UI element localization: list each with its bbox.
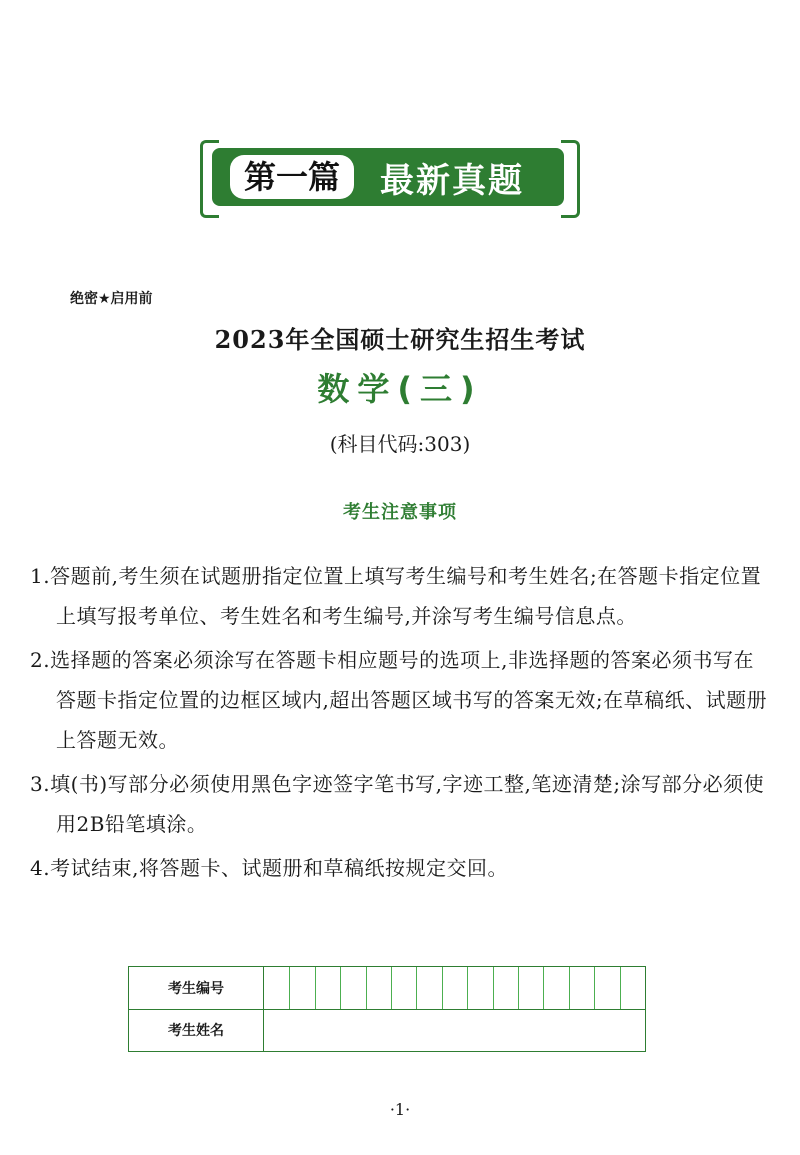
notice-list [30,556,770,892]
number-box[interactable] [544,967,569,1009]
number-box[interactable] [290,967,315,1009]
candidate-number-row [129,967,645,1010]
notice-heading: 考生注意事项 [343,502,457,523]
number-box[interactable] [341,967,366,1009]
notice-item-1: 1.答题前,考生须在试题册指定位置上填写考生编号和考生姓名;在答题卡指定位置上填写报考单位、考生姓名和考生编号,并涂写考生编号信息点。 [30,564,762,628]
number-box[interactable] [316,967,341,1009]
candidate-name-label: 考生姓名 [129,1009,264,1051]
page-number: ·1· [389,1100,411,1119]
candidate-number-label: 考生编号 [129,967,264,1009]
candidate-info-table [128,966,646,1052]
number-box[interactable] [595,967,620,1009]
candidate-name-row [129,1009,645,1051]
exam-title: 2023年全国硕士研究生招生考试 [214,325,586,354]
subject-title: 数学(三) [317,370,483,408]
banner-body [212,148,564,206]
notice-item-4: 4.考试结束,将答题卡、试题册和草稿纸按规定交回。 [30,856,508,880]
candidate-number-boxes[interactable] [265,967,645,1009]
banner-title: 最新真题 [380,160,525,201]
banner-part-label: 第一篇 [230,155,354,199]
candidate-name-field[interactable] [265,1009,645,1051]
number-box[interactable] [570,967,595,1009]
number-box[interactable] [265,967,290,1009]
number-box[interactable] [417,967,442,1009]
number-box[interactable] [392,967,417,1009]
notice-item-3: 3.填(书)写部分必须使用黑色字迹签字笔书写,字迹工整,笔迹清楚;涂写部分必须使用2B铅笔填涂。 [30,772,765,836]
notice-item-2: 2.选择题的答案必须涂写在答题卡相应题号的选项上,非选择题的答案必须书写在答题卡指定位置的边框区域内,超出答题区域书写的答案无效;在草稿纸、试题册上答题无效。 [30,648,768,752]
section-banner [200,136,580,220]
number-box[interactable] [621,967,645,1009]
number-box[interactable] [468,967,493,1009]
number-box[interactable] [494,967,519,1009]
number-box[interactable] [443,967,468,1009]
number-box[interactable] [519,967,544,1009]
number-box[interactable] [367,967,392,1009]
subject-code: (科目代码:303) [329,432,471,456]
secret-mark: 绝密★启用前 [70,291,153,307]
